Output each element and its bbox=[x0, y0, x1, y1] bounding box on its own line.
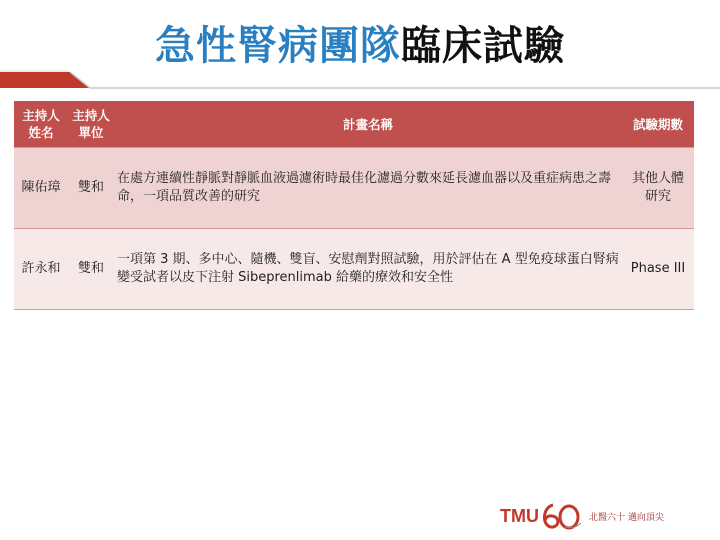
header-pi-unit bbox=[68, 101, 114, 148]
header-pi-unit-line2: 單位 bbox=[78, 125, 104, 140]
table-row bbox=[14, 148, 694, 229]
sixty-anniversary-mark bbox=[539, 501, 583, 531]
page-title bbox=[0, 18, 720, 74]
title-black-part: 臨床試驗 bbox=[401, 23, 565, 69]
header-pi-name-line1: 主持人 bbox=[22, 108, 60, 123]
cell-plan-name: 在處方連續性靜脈對靜脈血液過濾術時最佳化濾過分數來延長濾血器以及重症病患之壽命，一項品質改善的研究 bbox=[114, 148, 622, 229]
header-pi-name bbox=[14, 101, 68, 148]
cell-pi-name: 許永和 bbox=[14, 229, 68, 310]
cell-phase-line1: Phase III bbox=[630, 261, 686, 276]
cell-pi-unit: 雙和 bbox=[68, 229, 114, 310]
cell-phase bbox=[622, 229, 694, 310]
header-pi-name-line2: 姓名 bbox=[28, 125, 54, 140]
header-phase: 試驗期數 bbox=[622, 101, 694, 148]
title-decoration bbox=[0, 68, 720, 90]
cell-pi-unit: 雙和 bbox=[68, 148, 114, 229]
logo-text: TMU bbox=[500, 505, 539, 526]
header-pi-unit-line1: 主持人 bbox=[72, 108, 110, 123]
cell-phase-line2: 研究 bbox=[644, 189, 671, 204]
cell-phase-line1: 其他人體 bbox=[631, 171, 684, 186]
clinical-trial-table bbox=[14, 101, 694, 310]
logo-slogan: 北醫六十 邁向頂尖 bbox=[589, 512, 664, 523]
cell-plan-name: 一項第 3 期、多中心、隨機、雙盲、安慰劑對照試驗，用於評估在 A 型免疫球蛋白腎病變受試者以皮下注射 Sibeprenlimab 給藥的療效和安全性 bbox=[114, 229, 622, 310]
cell-phase bbox=[622, 148, 694, 229]
header-plan-name: 計畫名稱 bbox=[114, 101, 622, 148]
cell-pi-name: 陳佑璋 bbox=[14, 148, 68, 229]
tmu-60-logo bbox=[500, 500, 664, 532]
table-row bbox=[14, 229, 694, 310]
table-header-row bbox=[14, 101, 694, 148]
title-blue-part: 急性腎病團隊 bbox=[155, 23, 401, 69]
